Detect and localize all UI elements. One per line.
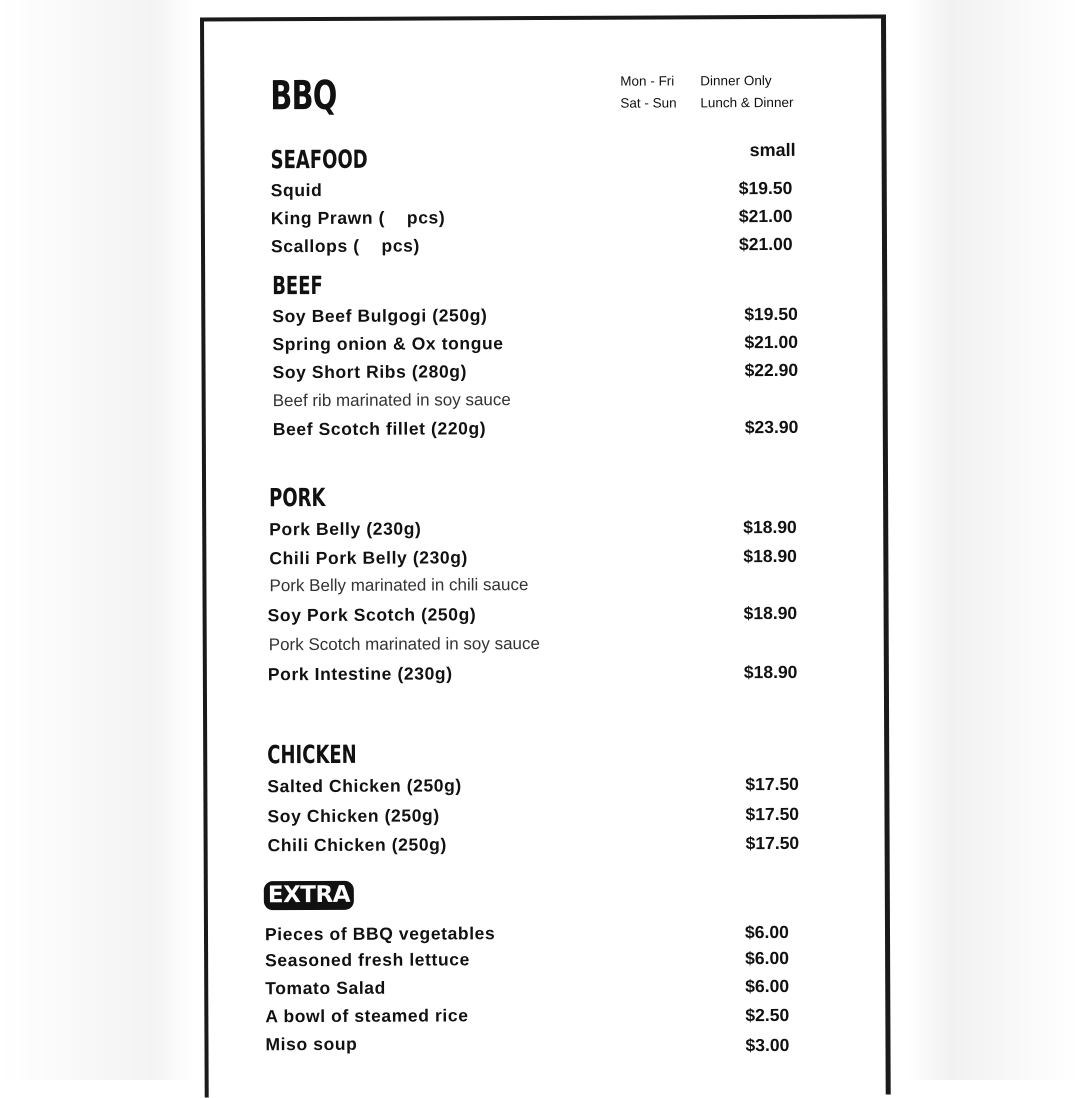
opening-hours [620,70,793,115]
menu-item-name: Soy Pork Scotch (250g) [267,604,477,626]
menu-item-price: $17.50 [745,832,800,854]
menu-item-name: Chili Pork Belly (230g) [269,547,468,569]
menu-item-name: Pieces of BBQ vegetables [264,923,496,945]
menu-item-name: Beef Scotch fillet (220g) [272,418,487,440]
menu-item-name: A bowl of steamed rice [265,1005,469,1027]
hours-row [620,92,793,115]
hours-days: Mon - Fri [620,73,675,89]
menu-item-price: $17.50 [745,803,800,825]
menu-item-name: Tomato Salad [265,977,386,999]
menu-item-price: $6.00 [745,947,789,969]
menu-item-price: $22.90 [744,359,799,381]
menu-item-name: Seasoned fresh lettuce [265,949,470,971]
menu-item-price: $23.90 [744,416,799,438]
menu-item-name: Squid [270,179,323,201]
section-heading-seafood: SEAFOOD [270,144,368,175]
menu-card [200,15,891,1098]
menu-item-description: Pork Belly marinated in chili sauce [269,575,529,596]
menu-title: BBQ [270,72,337,120]
menu-item-name: Pork Intestine (230g) [267,663,453,685]
menu-item-price: $18.90 [743,545,797,567]
menu-item-name: Soy Short Ribs (280g) [272,361,468,383]
menu-item-name: Soy Beef Bulgogi (250g) [272,305,488,327]
menu-item-price: $18.90 [743,516,797,538]
menu-item-name: Chili Chicken (250g) [267,834,447,856]
section-heading-pork: PORK [269,482,326,513]
menu-item-price: $21.00 [738,233,793,255]
menu-item-price: $18.90 [743,602,798,624]
menu-item-price: $19.50 [738,177,793,199]
menu-item-price: $17.50 [745,773,799,795]
menu-item-name: Pork Belly (230g) [269,518,422,540]
hours-row [620,70,793,93]
size-column-header: small [749,139,796,161]
menu-item-name: Miso soup [265,1033,358,1055]
menu-item-price: $19.50 [744,303,798,325]
menu-item-price: $6.00 [744,921,789,943]
section-heading-extra: EXTRA [264,881,354,910]
menu-item-price: $2.50 [745,1004,790,1026]
menu-item-price: $18.90 [743,661,798,683]
menu-item-name: Scallops ( pcs) [270,235,420,257]
hours-days: Sat - Sun [620,95,677,111]
menu-item-price: $21.00 [744,331,798,353]
menu-item-price: $21.00 [738,205,793,227]
menu-item-price: $6.00 [745,975,790,997]
hours-service: Dinner Only [700,73,772,89]
menu-item-name: Spring onion & Ox tongue [272,333,504,355]
section-heading-beef: BEEF [272,270,323,301]
menu-item-name: Soy Chicken (250g) [267,805,440,827]
hours-service: Lunch & Dinner [700,94,794,111]
section-heading-chicken: CHICKEN [267,739,357,770]
menu-item-name: Salted Chicken (250g) [267,775,462,797]
menu-item-description: Beef rib marinated in soy sauce [272,390,511,411]
menu-item-description: Pork Scotch marinated in soy sauce [268,634,540,655]
menu-item-price: $3.00 [745,1034,790,1056]
menu-item-name: King Prawn ( pcs) [270,207,446,229]
